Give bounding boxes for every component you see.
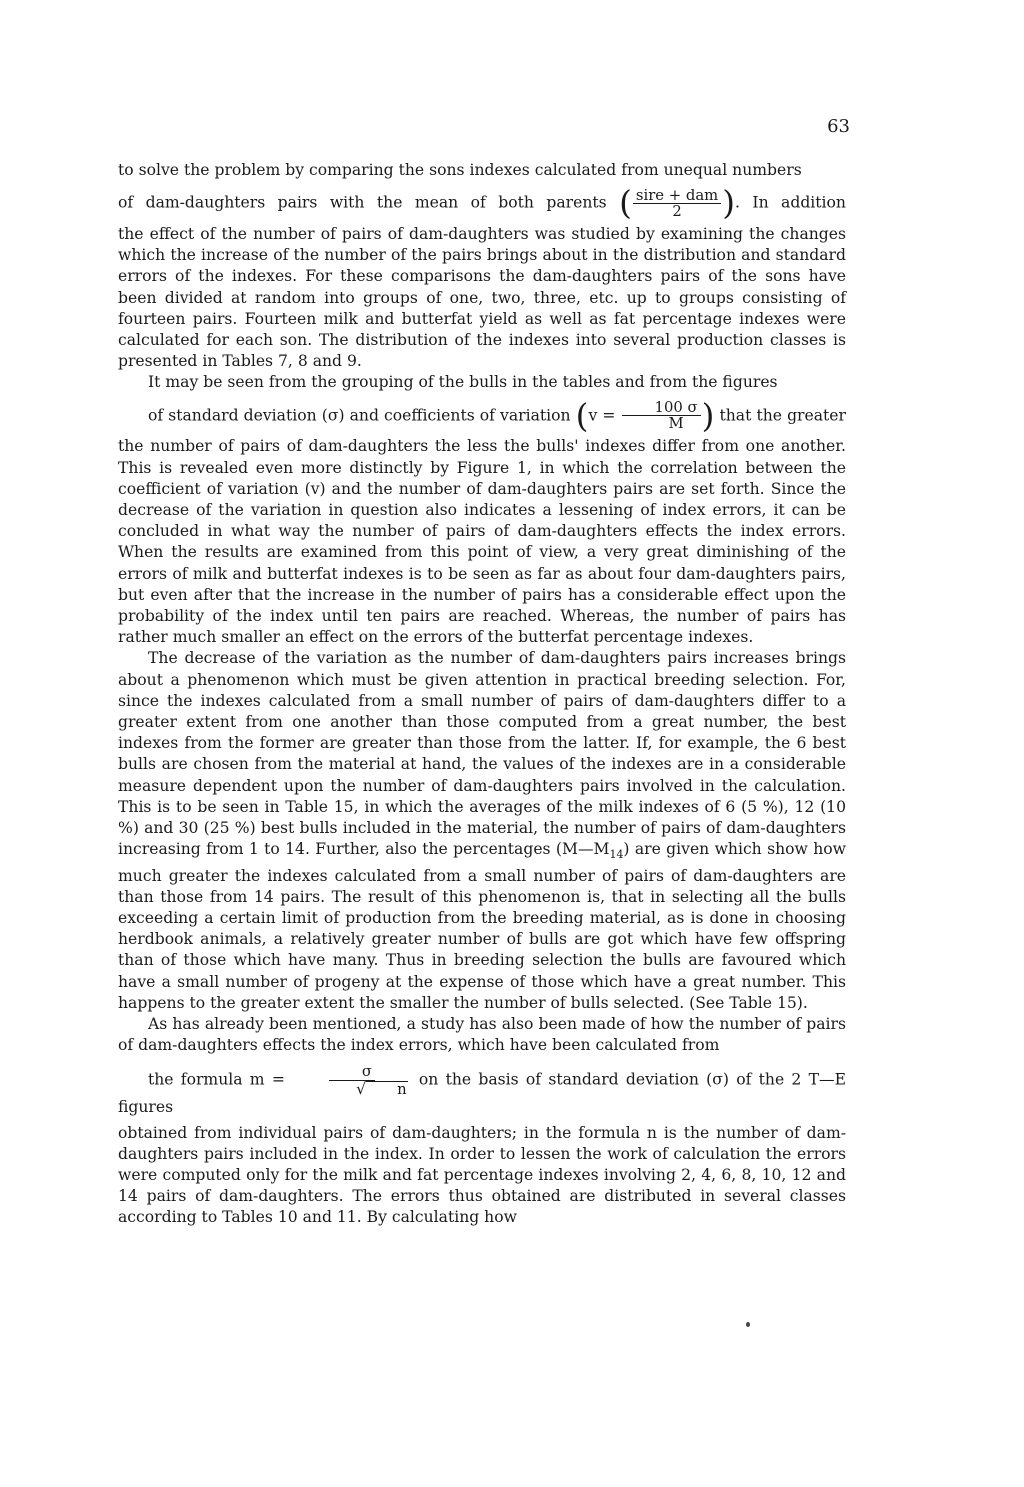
p4-formula-line: the formula m = σ √ n on the basis of standard deviation (σ) of the 2 T—E figures — [118, 1063, 846, 1117]
p2-rest: the number of pairs of dam-daughters the less the bulls' indexes differ from one another. This is revealed even more distinctly by Figure 1, in which the correlation between the coefficient of variation (v) and the number of dam-daughters pairs are set forth. Since the decrease of the variation in question also indicates a lessening of index errors, it can be concluded in what way the number of pairs of dam-daughters effects the index errors. When the results are examined from this point of view, a very great diminishing of the errors of milk and butterfat indexes is to be seen as far as about four dam-daughters pairs, but even after that the increase in the number of pairs has a considerable effect upon the probability of the index until ten pairs are reached. Whereas, the number of pairs has rather much smaller an effect on the errors of the butterfat percentage indexes. — [118, 437, 846, 647]
p4-rest: obtained from individual pairs of dam-daughters; in the formula n is the number of dam-daughters pairs included in the index. In order to lessen the work of calculation the errors were computed only for the milk and fat percentage indexes involving 2, 4, 6, 8, 10, 12 and 14 pairs of dam-daughters. The errors thus obtained are distributed in several classes according to Tables 10 and 11. By calculating how — [118, 1123, 846, 1227]
page-number: 63 — [827, 116, 850, 137]
error-formula-fraction: σ √ n — [293, 1064, 410, 1097]
p1-line-1: to solve the problem by comparing the sons indexes calculated from unequal numbers — [118, 161, 802, 179]
body-text — [118, 160, 846, 1229]
scan-speck — [746, 1322, 750, 1327]
paragraph-2 — [118, 372, 846, 648]
paragraph-3: The decrease of the variation as the number of dam-daughters pairs increases brings about a phenomenon which must be given attention in practical breeding selection. For, since the indexes calculated from a small number of pairs of dam-daughters differ to a greater extent from one another than those computed from a great number, the best indexes from the former are greater than those from the latter. If, for example, the 6 best bulls are chosen from the material at hand, the values of the indexes are in a considerable measure dependent upon the number of dam-daughters pairs involved in the calculation. This is to be seen in Table 15, in which the averages of the milk indexes of 6 (5 %), 12 (10 %) and 30 (25 %) best bulls included in the material, the number of pairs of dam-daughters increasing from 1 to 14. Further, also the percentages $(M—M_{14})$ are given which show how much greater the indexes calculated from a small number of pairs of dam-daughters are than those from 14 pairs. The result of this phenomenon is, that in selecting all the bulls exceeding a certain limit of production from the breeding material, as is done in choosing herdbook animals, a relatively greater number of bulls are got which have few offspring than of those which have many. Thus in breeding selection the bulls are favoured which have a small number of progeny at the expense of those which have a great number. This happens to the greater extent the smaller the number of bulls selected. (See Table 15). — [118, 649, 846, 1012]
paragraph-4 — [118, 1014, 846, 1229]
p1-rest: the effect of the number of pairs of dam-daughters was studied by examining the changes which the increase of the number of the pairs brings about in the distribution and standard errors of the indexes. For these comparisons the dam-daughters pairs of the sons have been divided at random into groups of one, two, three, etc. up to groups consisting of fourteen pairs. Fourteen milk and butterfat yield as well as fat percentage indexes were calculated for each son. The distribution of the indexes into several production classes is presented in Tables 7, 8 and 9. — [118, 224, 846, 371]
p4-line-1: As has already been mentioned, a study has also been made of how the number of pairs of dam-daughters effects the index errors, which have been calculated from — [118, 1014, 846, 1055]
paragraph-1 — [118, 160, 846, 372]
variation-fraction: $\frac{100 \sigma}{M}$ — [622, 400, 701, 432]
sire-dam-fraction: $\frac{\text{sire + dam}}{2}$ — [633, 188, 721, 220]
p2-line-1: It may be seen from the grouping of the bulls in the tables and from the figures — [148, 373, 778, 392]
p1-formula-line: of dam-daughters pairs with the mean of both parents ( $\frac{\text{sire + dam}}{2}$ ). In addition — [118, 184, 846, 223]
p2-formula-line: of standard deviation (σ) and coefficients of variation (v = $\frac{100 \sigma}{M}$ ) that the greater — [148, 396, 846, 435]
